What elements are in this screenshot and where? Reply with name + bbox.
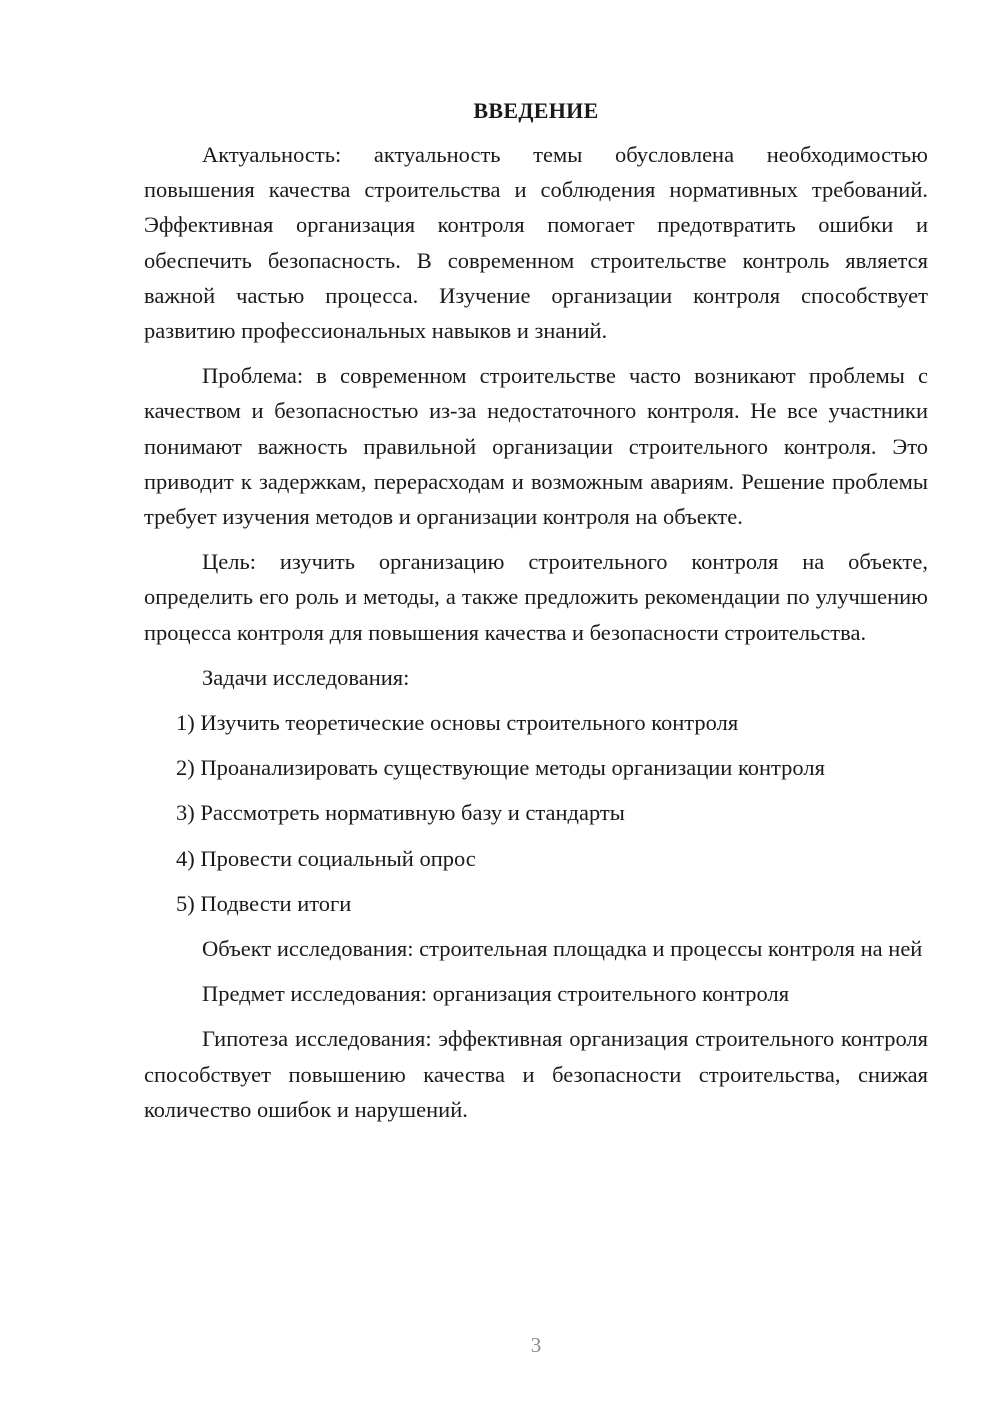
subject-paragraph: Предмет исследования: организация строительного контроля — [202, 981, 790, 1007]
relevance-paragraph: Актуальность: актуальность темы обусловлена необходимостью повышения качества строительства и соблюдения нормативных требований. Эффективная организация контроля помогает предотвратить ошибки и обеспечить безопасность. В современном строительстве контроль является важной частью процесса. Изучение организации контроля способствует развитию профессиональных навыков и знаний. — [144, 142, 928, 344]
goal-paragraph: Цель: изучить организацию строительного контроля на объекте, определить его роль и методы, а также предложить рекомендации по улучшению процесса контроля для повышения качества и безопасности строительства. — [144, 549, 928, 645]
task-item: 4) Провести социальный опрос — [176, 845, 476, 871]
page-content — [144, 93, 928, 1137]
page-number: 3 — [530, 1333, 542, 1357]
task-item: 3) Рассмотреть нормативную базу и стандарты — [176, 800, 625, 826]
task-item: 1) Изучить теоретические основы строительного контроля — [176, 710, 739, 736]
tasks-label: Задачи исследования: — [202, 664, 410, 690]
section-heading: ВВЕДЕНИЕ — [473, 98, 599, 123]
hypothesis-paragraph: Гипотеза исследования: эффективная организация строительного контроля способствует повышению качества и безопасности строительства, снижая количество ошибок и нарушений. — [144, 1026, 928, 1122]
task-item: 2) Проанализировать существующие методы организации контроля — [176, 755, 825, 781]
object-paragraph: Объект исследования: строительная площадка и процессы контроля на ней — [202, 936, 923, 962]
tasks-list — [144, 705, 928, 921]
problem-paragraph: Проблема: в современном строительстве часто возникают проблемы с качеством и безопасностью из-за недостаточного контроля. Не все участники понимают важность правильной организации строительного контроля. Это приводит к задержкам, перерасходам и возможным авариям. Решение проблемы требует изучения методов и организации контроля на объекте. — [144, 363, 928, 530]
task-item: 5) Подвести итоги — [176, 890, 352, 916]
